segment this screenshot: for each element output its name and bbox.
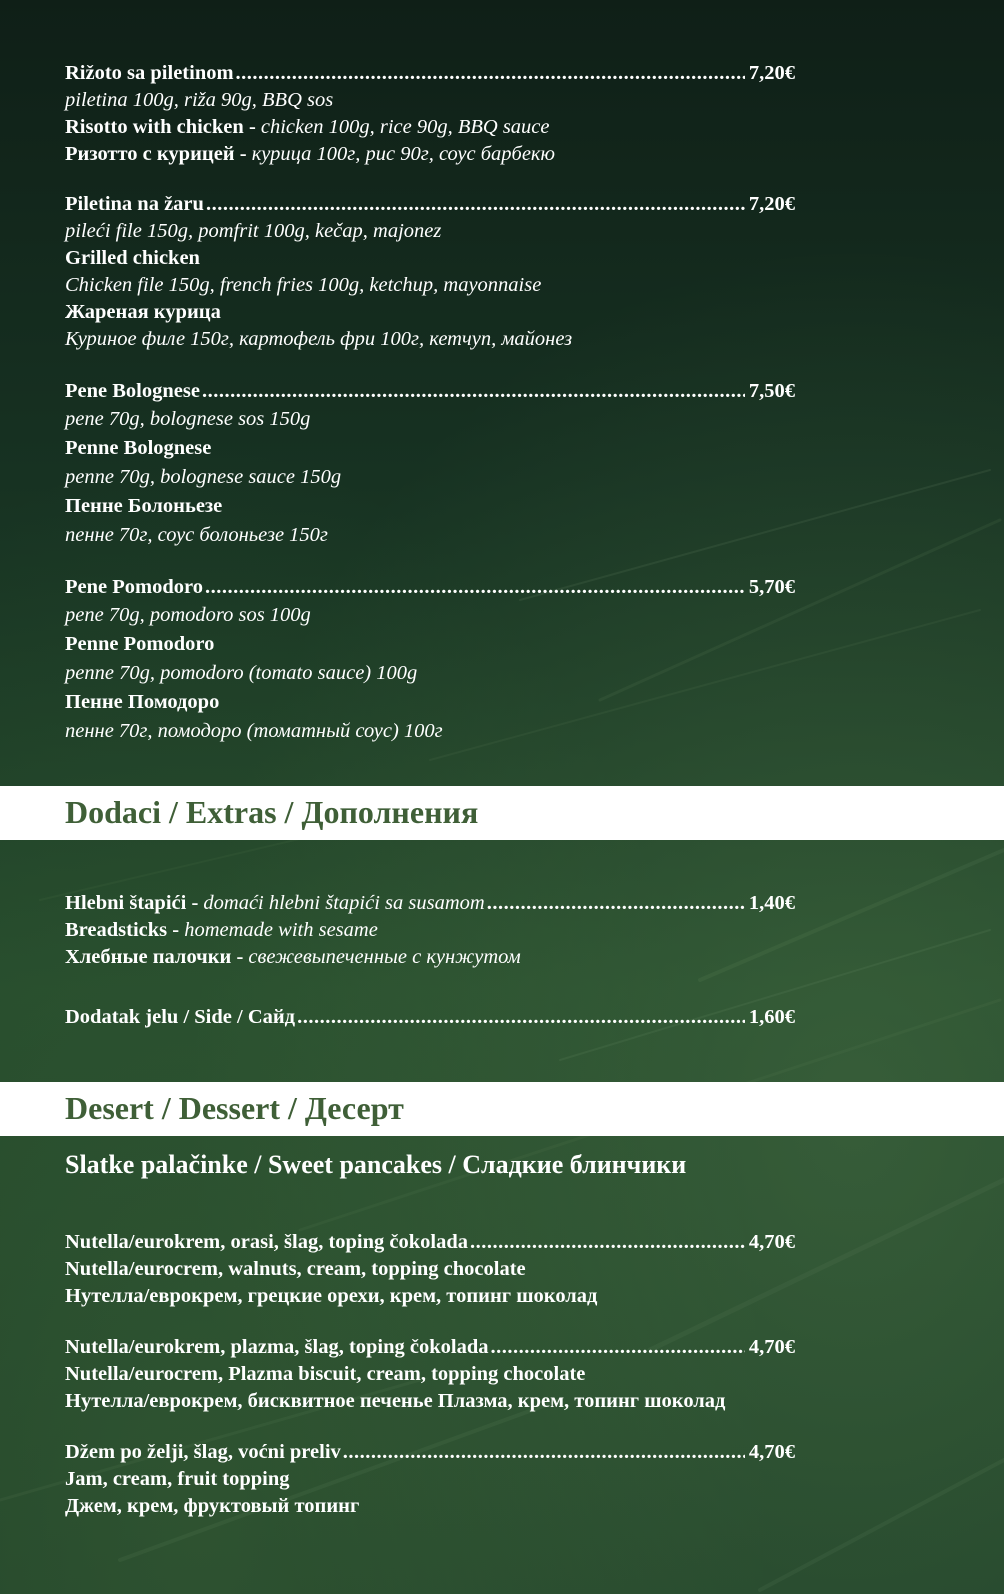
section-band-dessert <box>0 1082 1004 1136</box>
item-title-row <box>65 1439 795 1466</box>
item-russian-line: Хлебные палочки - свежевыпеченные с кунжутом <box>65 946 521 968</box>
item-title-row <box>65 191 795 218</box>
menu-item <box>65 191 795 353</box>
dot-leader <box>491 1334 745 1361</box>
menu-item <box>65 1334 795 1415</box>
item-russian-description: пенне 70г, соус болоньезе 150г <box>65 524 328 546</box>
menu-item <box>65 1229 795 1310</box>
item-english-name: Jam, cream, fruit topping <box>65 1468 290 1490</box>
item-description-local: pene 70g, pomodoro sos 100g <box>65 604 311 626</box>
item-english-name: Breadsticks <box>65 919 168 941</box>
item-name: Nutella/eurokrem, plazma, šlag, toping čokolada <box>65 1336 489 1358</box>
section-band-extras <box>0 786 1004 840</box>
item-english-description: penne 70g, pomodoro (tomato sauce) 100g <box>65 662 418 684</box>
dessert-subheading: Slatke palačinke / Sweet pancakes / Сладкие блинчики <box>65 1150 687 1179</box>
item-russian-description: свежевыпеченные с кунжутом <box>248 946 521 968</box>
item-english-description: Chicken file 150g, french fries 100g, ketchup, mayonnaise <box>65 274 542 296</box>
section-heading-extras: Dodaci / Extras / Дополнения <box>65 794 479 830</box>
menu-item <box>65 890 795 971</box>
item-english-name: Grilled chicken <box>65 247 200 269</box>
item-english-name: Nutella/eurocrem, walnuts, cream, topping chocolate <box>65 1258 526 1280</box>
item-description-local: pileći file 150g, pomfrit 100g, kečap, majonez <box>65 220 442 242</box>
item-name-line: Hlebni štapići - domaći hlebni štapići sa susamom <box>65 892 485 914</box>
item-title-row <box>65 1334 795 1361</box>
menu-item <box>65 60 795 168</box>
item-russian-name: Жареная курица <box>65 301 221 323</box>
item-russian-name: Пенне Болоньезе <box>65 495 223 517</box>
item-name: Pene Bolognese <box>65 380 200 402</box>
item-name: Pene Pomodoro <box>65 576 203 598</box>
item-russian-name: Нутелла/еврокрем, грецкие орехи, крем, топинг шоколад <box>65 1285 598 1307</box>
item-name: Hlebni štapići <box>65 892 187 914</box>
section-heading-dessert: Desert / Dessert / Десерт <box>65 1090 404 1126</box>
item-english-name: Penne Pomodoro <box>65 633 215 655</box>
item-russian-name: Джем, крем, фруктовый топинг <box>65 1495 360 1517</box>
item-title-row <box>65 1229 795 1256</box>
item-description-local: domaći hlebni štapići sa susamom <box>203 892 485 914</box>
item-english-name: Risotto with chicken <box>65 116 244 138</box>
item-price: 5,70€ <box>748 576 795 598</box>
menu-item <box>65 1439 795 1520</box>
item-english-name: Nutella/eurocrem, Plazma biscuit, cream, topping chocolate <box>65 1363 586 1385</box>
item-title-row <box>65 574 795 601</box>
item-description-local: piletina 100g, riža 90g, BBQ sos <box>65 89 334 111</box>
item-name: Rižoto sa piletinom <box>65 62 234 84</box>
item-price: 7,20€ <box>748 62 795 84</box>
item-description-local: pene 70g, bolognese sos 150g <box>65 408 311 430</box>
item-price: 4,70€ <box>748 1441 795 1463</box>
item-english-line: Breadsticks - homemade with sesame <box>65 919 378 941</box>
item-title-row <box>65 378 795 405</box>
item-english-line: Risotto with chicken - chicken 100g, rice 90g, BBQ sauce <box>65 116 550 138</box>
menu-item <box>65 574 795 746</box>
item-price: 7,20€ <box>748 193 795 215</box>
item-price: 4,70€ <box>748 1336 795 1358</box>
dot-leader <box>343 1439 745 1466</box>
dot-leader <box>297 1004 745 1031</box>
item-price: 1,60€ <box>748 1006 795 1028</box>
item-russian-name: Хлебные палочки <box>65 946 232 968</box>
item-russian-name: Нутелла/еврокрем, бисквитное печенье Плазма, крем, топинг шоколад <box>65 1390 726 1412</box>
item-russian-name: Пенне Помодоро <box>65 691 220 713</box>
item-russian-description: пенне 70г, помодоро (томатный соус) 100г <box>65 720 443 742</box>
dot-leader <box>487 890 745 917</box>
menu-item <box>65 1004 795 1031</box>
item-price: 1,40€ <box>748 892 795 914</box>
item-english-description: homemade with sesame <box>184 919 378 941</box>
item-russian-description: Куриное филе 150г, картофель фри 100г, кетчуп, майонез <box>65 328 573 350</box>
item-title-row <box>65 890 795 917</box>
item-english-description: penne 70g, bolognese sauce 150g <box>65 466 342 488</box>
item-name: Džem po želji, šlag, voćni preliv <box>65 1441 341 1463</box>
item-russian-description: курица 100г, рис 90г, соус барбекю <box>251 143 555 165</box>
item-russian-line: Ризотто с курицей - курица 100г, рис 90г, соус барбекю <box>65 143 555 165</box>
item-price: 4,70€ <box>748 1231 795 1253</box>
item-title-row <box>65 1004 795 1031</box>
menu-item <box>65 378 795 550</box>
item-russian-name: Ризотто с курицей <box>65 143 235 165</box>
dot-leader <box>470 1229 745 1256</box>
item-price: 7,50€ <box>748 380 795 402</box>
item-title-row <box>65 60 795 87</box>
dot-leader <box>202 378 745 405</box>
dot-leader <box>206 191 745 218</box>
dot-leader <box>236 60 745 87</box>
item-name: Piletina na žaru <box>65 193 204 215</box>
item-english-description: chicken 100g, rice 90g, BBQ sauce <box>260 116 550 138</box>
dot-leader <box>205 574 745 601</box>
item-english-name: Penne Bolognese <box>65 437 212 459</box>
item-name: Dodatak jelu / Side / Сайд <box>65 1006 296 1028</box>
item-name: Nutella/eurokrem, orasi, šlag, toping čokolada <box>65 1231 468 1253</box>
